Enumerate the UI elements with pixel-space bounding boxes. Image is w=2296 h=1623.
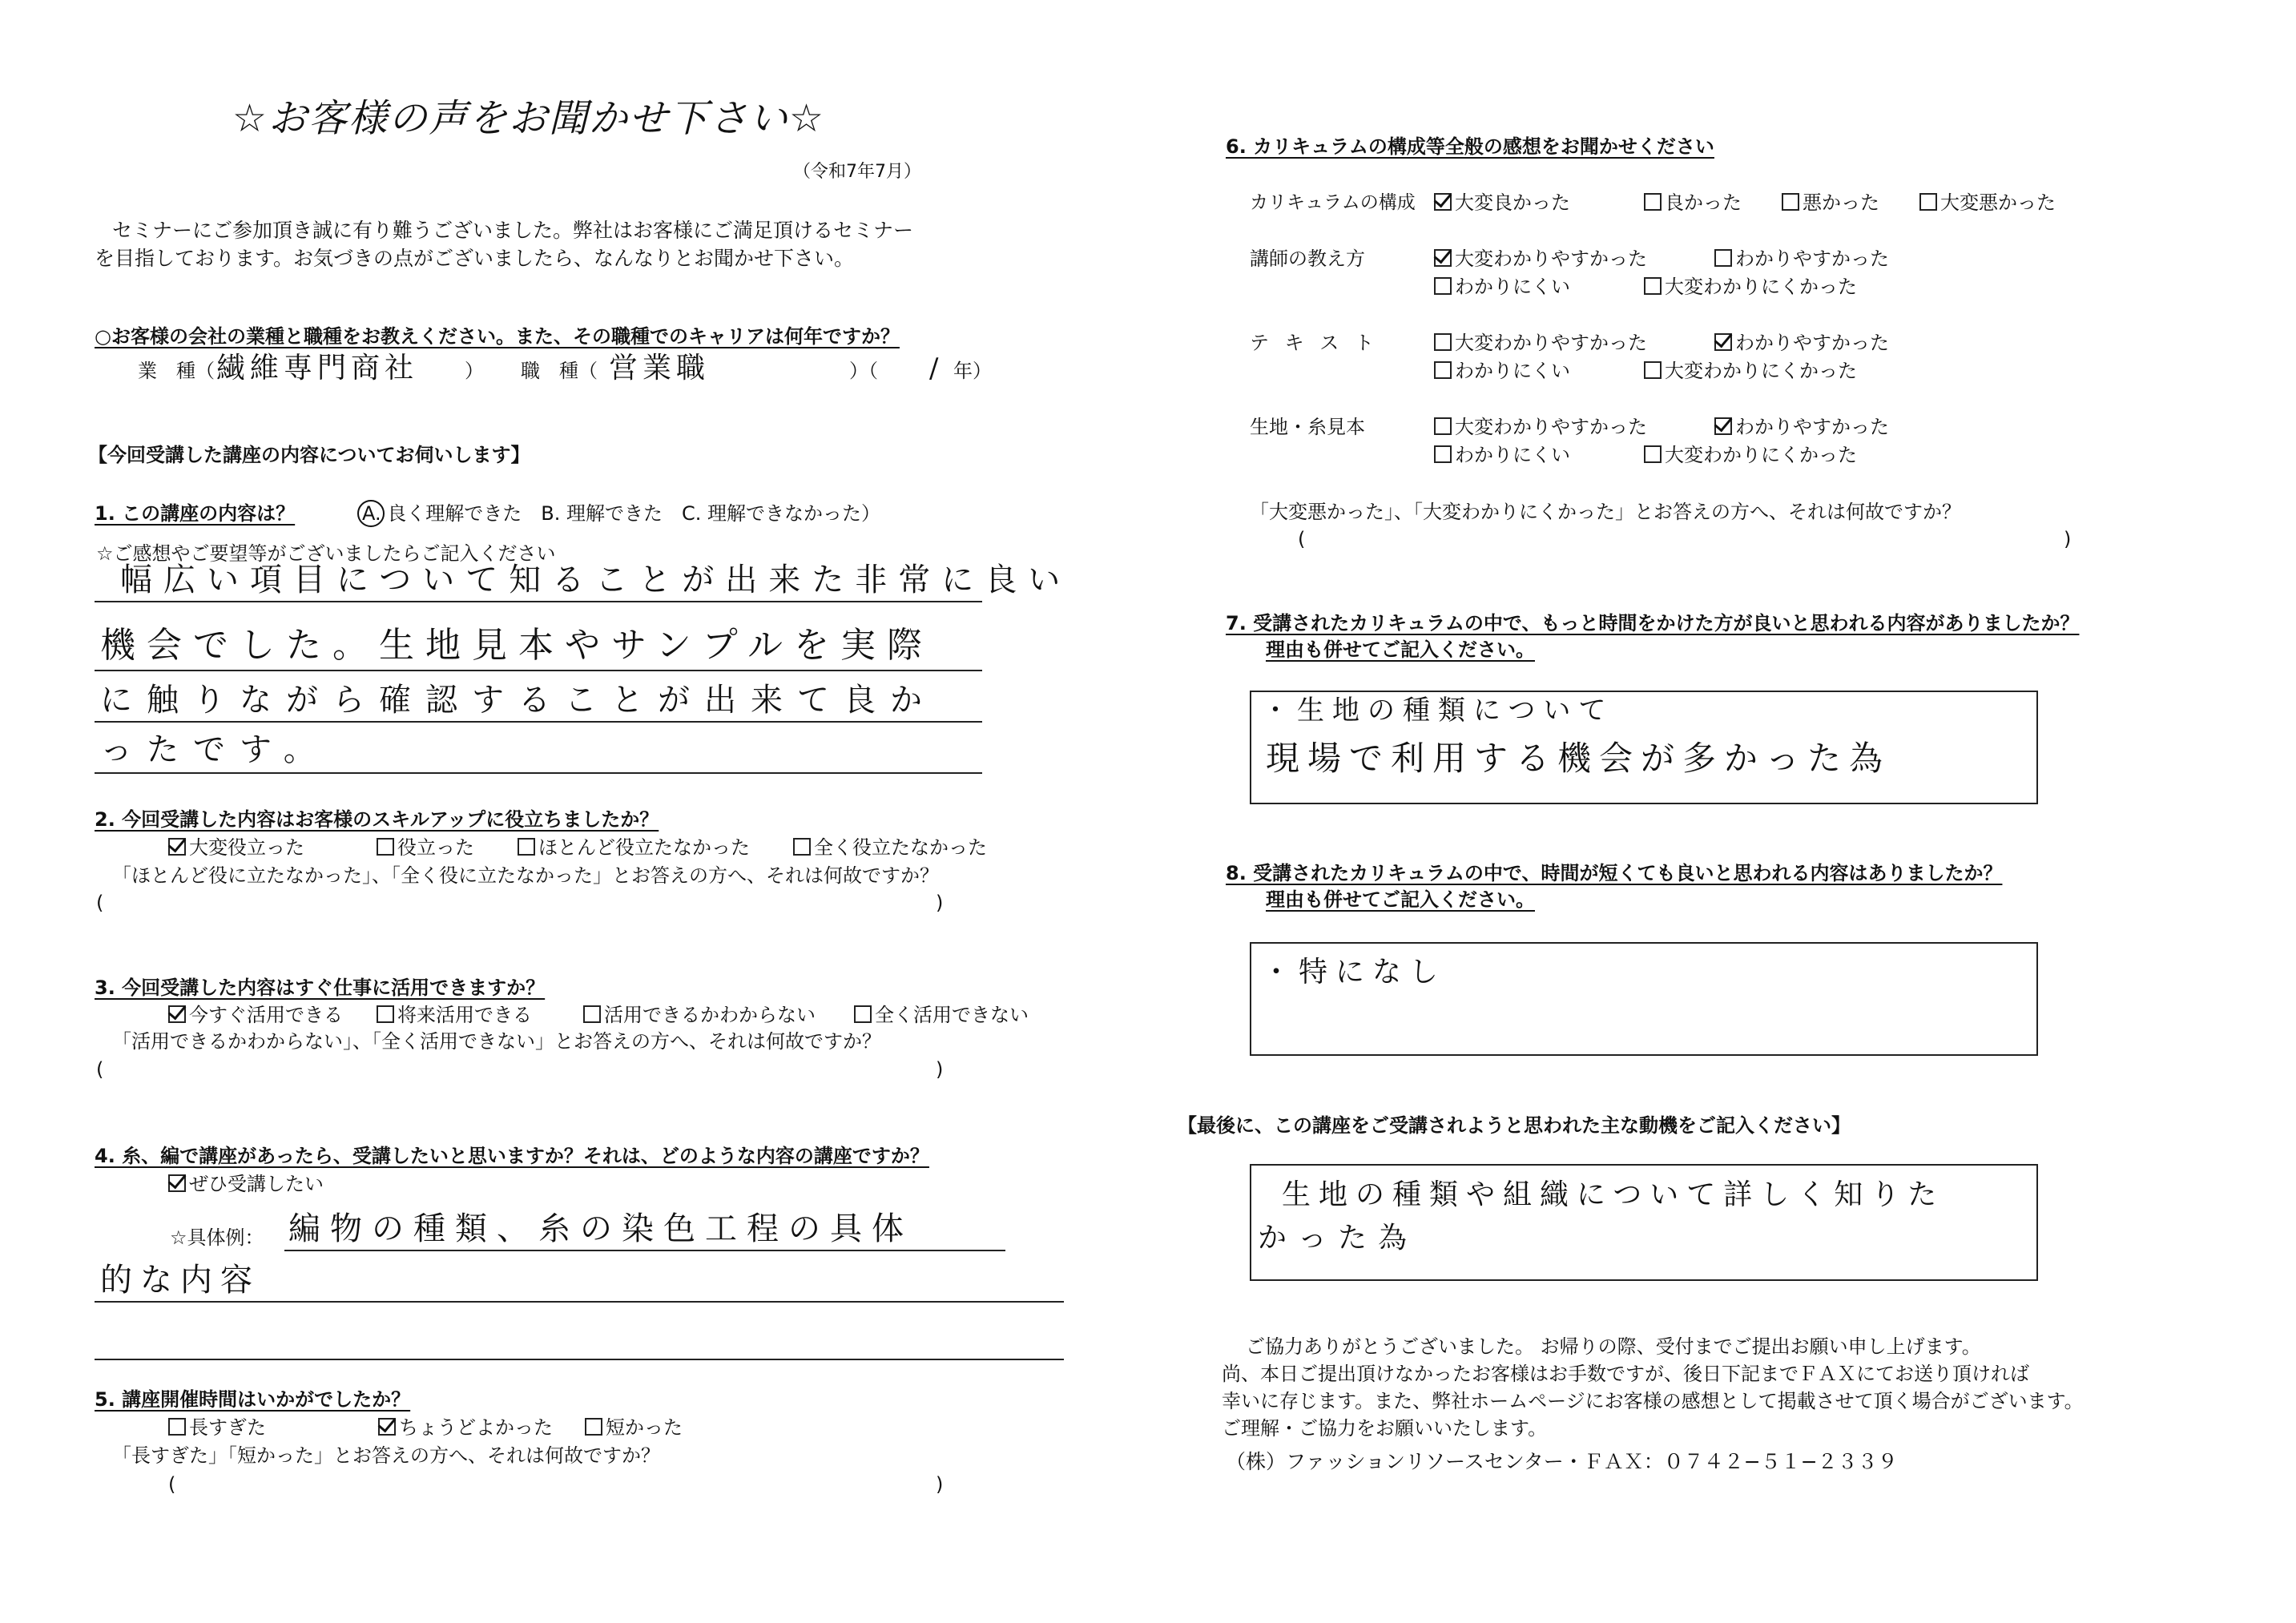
q6-row-4-opt-1-label: 大変わかりやすかった [1455,416,1647,438]
q5-paren-close: ) [936,1473,944,1496]
q6-row-2-opt-2[interactable] [1714,247,1889,271]
q6-row-2-opt-1-checkbox[interactable] [1434,249,1452,267]
q6-row-3-opt-4-checkbox[interactable] [1644,361,1662,379]
q1-options[interactable]: A. 良く理解できた B. 理解できた C. 理解できなかった） [362,502,880,525]
q6-row-2-opt-4[interactable] [1644,275,1857,299]
q6-row-3-label: テ キ ス ト [1250,332,1379,354]
q6-row-1-opt-1[interactable] [1434,191,1570,215]
q6-row-1-opt-2-checkbox[interactable] [1644,193,1662,211]
q6-row-2-opt-3-label: わかりにくい [1455,276,1570,298]
q3-opt-1[interactable] [168,1003,343,1027]
q4-opt-checkbox[interactable] [168,1174,186,1192]
section-heading: 【今回受講した講座の内容についてお伺いします】 [88,444,530,466]
q6-row-4-opt-1-checkbox[interactable] [1434,417,1452,435]
q1-answer-1[interactable]: 幅広い項目について知ることが出来た非常に良い [120,562,1072,598]
q2-question: 2. 今回受講した内容はお客様のスキルアップに役立ちましたか？ [95,808,659,831]
q6-row-3-opt-2-label: わかりやすかった [1735,332,1889,354]
q6-row-4-opt-3-checkbox[interactable] [1434,445,1452,463]
q5-opt-2-checkbox[interactable] [378,1418,396,1436]
career-question: ○お客様の会社の業種と職種をお教えください。また、その職種でのキャリアは何年ですか？ [95,325,900,348]
q5-opt-3-checkbox[interactable] [585,1418,602,1436]
q6-row-2-opt-3[interactable] [1434,275,1570,299]
q6-row-2-opt-3-checkbox[interactable] [1434,277,1452,295]
q1-line-3 [95,721,982,723]
q6-row-1-opt-1-label: 大変良かった [1455,191,1570,214]
industry-label: 業 種（ [138,360,215,382]
q3-opt-3[interactable] [583,1003,816,1027]
q6-paren-close: ) [2064,528,2072,550]
q6-row-3-opt-1-label: 大変わかりやすかった [1455,332,1647,354]
q2-opt-2[interactable] [377,836,474,860]
q4-question: 4. 糸、編で講座があったら、受講したいと思いますか？それは、どのような内容の講座ですか？ [95,1145,929,1167]
q6-row-3-opt-4[interactable] [1644,359,1857,383]
q2-opt-1-checkbox[interactable] [168,838,186,856]
q6-row-4-opt-3-label: わかりにくい [1455,444,1570,466]
q8-question: 8. 受講されたカリキュラムの中で、時間が短くても良いと思われる内容はありましたか？ [1226,862,2003,884]
q1-line-1 [95,601,982,602]
q6-row-3-opt-2[interactable] [1714,331,1889,355]
q6-row-2-opt-1[interactable] [1434,247,1647,271]
company-fax: （株）ファッションリソースセンター・ＦＡＸ：０７４２−５１−２３３９ [1226,1450,1898,1473]
q6-row-4-opt-2-checkbox[interactable] [1714,417,1732,435]
q6-row-2-opt-2-label: わかりやすかった [1735,248,1889,270]
q5-opt-1[interactable] [168,1416,266,1440]
q4-answer-1[interactable]: 編物の種類、糸の染色工程の具体 [288,1210,913,1247]
motive-answer-1[interactable]: 生地の種類や組織について詳しく知りた [1282,1178,1945,1211]
q6-row-4-opt-4-label: 大変わかりにくかった [1665,444,1857,466]
q2-opt-3[interactable] [518,836,750,860]
q6-row-3-opt-3[interactable] [1434,359,1570,383]
q2-opt-1[interactable] [168,836,304,860]
q1-line-4 [95,772,982,774]
q5-opt-3-label: 短かった [606,1416,683,1439]
q1-prompt: ☆ご感想やご要望等がございましたらご記入ください [96,542,556,565]
q3-opt-4-label: 全く活用できない [875,1004,1029,1026]
q3-opt-1-label: 今すぐ活用できる [189,1004,343,1026]
closing-line-1: ご協力ありがとうございました。 お帰りの際、受付までご提出お願い申し上げます。 [1246,1335,1981,1358]
q2-opt-4-checkbox[interactable] [793,838,811,856]
q6-row-4-opt-2-label: わかりやすかった [1735,416,1889,438]
q3-opt-3-label: 活用できるかわからない [604,1004,816,1026]
q3-paren-close: ) [936,1058,944,1081]
q6-row-1-opt-3[interactable] [1782,191,1879,215]
q1-question: 1. この講座の内容は？ [95,502,296,525]
q6-row-1-opt-3-label: 悪かった [1803,191,1879,214]
q3-opt-4[interactable] [854,1003,1029,1027]
q3-opt-3-checkbox[interactable] [583,1005,601,1023]
q3-opt-2-label: 将来活用できる [397,1004,532,1026]
q7-answer-1[interactable]: ・生地の種類について [1262,695,1614,727]
q6-row-2-opt-1-label: 大変わかりやすかった [1455,248,1647,270]
q6-row-2-opt-4-checkbox[interactable] [1644,277,1662,295]
q1-answer-2[interactable]: 機会でした。生地見本やサンプルを実際 [100,625,934,666]
closing-line-4: ご理解・ご協力をお願いいたします。 [1222,1417,1548,1440]
q2-opt-3-checkbox[interactable] [518,838,535,856]
q6-paren-open: ( [1298,528,1306,550]
q4-example-label: ☆具体例： [170,1226,264,1249]
q5-paren-open: ( [168,1473,176,1496]
q3-question: 3. 今回受講した内容はすぐ仕事に活用できますか？ [95,977,546,999]
q6-row-3-opt-1[interactable] [1434,331,1647,355]
years-value[interactable]: / [929,352,944,385]
job-label: 職 種（ [521,360,598,382]
q6-row-3-opt-3-checkbox[interactable] [1434,361,1452,379]
q4-opt-label: ぜひ受講したい [189,1173,324,1195]
q6-row-4-opt-3[interactable] [1434,443,1570,467]
years-close: 年） [953,360,992,382]
q6-row-1-opt-1-checkbox[interactable] [1434,193,1452,211]
q5-question: 5. 講座開催時間はいかがでしたか？ [95,1388,411,1411]
q2-opt-2-checkbox[interactable] [377,838,394,856]
q3-followup: 「活用できるかわからない」、「全く活用できない」とお答えの方へ、それは何故ですか？ [112,1030,881,1053]
q6-row-3-opt-2-checkbox[interactable] [1714,333,1732,351]
intro-line-2: を目指しております。お気づきの点がございましたら、なんなりとお聞かせ下さい。 [95,247,855,270]
q2-paren-close: ) [936,892,944,914]
q5-opt-1-label: 長すぎた [189,1416,266,1439]
q5-followup: 「長すぎた」「短かった」とお答えの方へ、それは何故ですか？ [112,1444,660,1467]
q5-opt-1-checkbox[interactable] [168,1418,186,1436]
q6-row-1-opt-4-label: 大変悪かった [1940,191,2056,214]
industry-value[interactable]: 繊維専門商社 [216,352,419,385]
q5-opt-2[interactable] [378,1416,553,1440]
motive-answer-2[interactable]: かった為 [1258,1222,1419,1255]
q8-answer[interactable]: ・特になし [1262,956,1447,989]
q7-answer-2[interactable]: 現場で利用する機会が多かった為 [1266,739,1891,778]
intro-line-1: セミナーにご参加頂き誠に有り難うございました。弊社はお客様にご満足頂けるセミナー [112,219,914,242]
q6-row-4-opt-4-checkbox[interactable] [1644,445,1662,463]
q7-question: 7. 受講されたカリキュラムの中で、もっと時間をかけた方が良いと思われる内容がありましたか？ [1226,612,2080,634]
closing-line-2: 尚、本日ご提出頂けなかったお客様はお手数ですが、後日下記までＦＡＸにてお送り頂ければ [1222,1363,2029,1385]
industry-close: ） [465,360,484,382]
q2-opt-1-label: 大変役立った [189,836,304,859]
q1-answer-3[interactable]: に触りながら確認することが出来て良か [100,682,937,719]
q3-paren-open: ( [96,1058,104,1081]
q4-line-3 [95,1359,1064,1360]
q2-opt-3-label: ほとんど役立たなかった [538,836,750,859]
job-value[interactable]: 営業職 [609,352,711,385]
q3-opt-2[interactable] [377,1003,532,1027]
q4-line-2 [95,1301,1064,1303]
job-close: ）（ [849,360,878,382]
form-date: （令和7年7月） [793,162,921,182]
q6-row-1-label: カリキュラムの構成 [1250,192,1416,213]
closing-line-3: 幸いに存じます。また、弊社ホームページにお客様の感想として掲載させて頂く場合がございます。 [1222,1390,2084,1412]
q4-opt[interactable] [168,1172,324,1196]
q7-sub: 理由も併せてご記入ください。 [1266,638,1535,661]
q5-opt-3[interactable] [585,1416,683,1440]
q1-answer-4[interactable]: ったです。 [100,731,330,768]
q6-row-3-opt-3-label: わかりにくい [1455,360,1570,382]
q6-followup: 「大変悪かった」、「大変わかりにくかった」とお答えの方へ、それは何故ですか？ [1250,501,1961,523]
q6-row-2-label: 講師の教え方 [1250,248,1365,270]
q4-answer-2[interactable]: 的な内容 [100,1262,260,1299]
q1-line-2 [95,670,982,671]
q2-opt-4-label: 全く役立たなかった [814,836,987,859]
q6-question: 6. カリキュラムの構成等全般の感想をお聞かせください [1226,135,1714,158]
form-title: ☆お客様の声をお聞かせ下さい☆ [232,96,826,141]
q6-row-4-label: 生地・糸見本 [1250,416,1365,438]
q3-opt-1-checkbox[interactable] [168,1005,186,1023]
q6-row-1-opt-4[interactable] [1919,191,2056,215]
q6-row-2-opt-4-label: 大変わかりにくかった [1665,276,1857,298]
q2-followup: 「ほとんど役に立たなかった」、「全く役に立たなかった」とお答えの方へ、それは何故ですか？ [112,864,939,887]
q3-opt-2-checkbox[interactable] [377,1005,394,1023]
q6-row-3-opt-1-checkbox[interactable] [1434,333,1452,351]
q6-row-1-opt-2[interactable] [1644,191,1742,215]
q6-row-4-opt-1[interactable] [1434,415,1647,439]
q3-opt-4-checkbox[interactable] [854,1005,872,1023]
q6-row-1-opt-3-checkbox[interactable] [1782,193,1799,211]
q6-row-3-opt-4-label: 大変わかりにくかった [1665,360,1857,382]
q5-opt-2-label: ちょうどよかった [399,1416,553,1439]
q6-row-1-opt-4-checkbox[interactable] [1919,193,1937,211]
q8-sub: 理由も併せてご記入ください。 [1266,888,1535,911]
q6-row-4-opt-2[interactable] [1714,415,1889,439]
q2-paren-open: ( [96,892,104,914]
q4-line-1 [284,1250,1005,1251]
q6-row-4-opt-4[interactable] [1644,443,1857,467]
q6-row-2-opt-2-checkbox[interactable] [1714,249,1732,267]
q2-opt-2-label: 役立った [397,836,474,859]
q6-row-1-opt-2-label: 良かった [1665,191,1742,214]
motive-question: 【最後に、この講座をご受講されようと思われた主な動機をご記入ください】 [1178,1114,1851,1137]
q2-opt-4[interactable] [793,836,987,860]
